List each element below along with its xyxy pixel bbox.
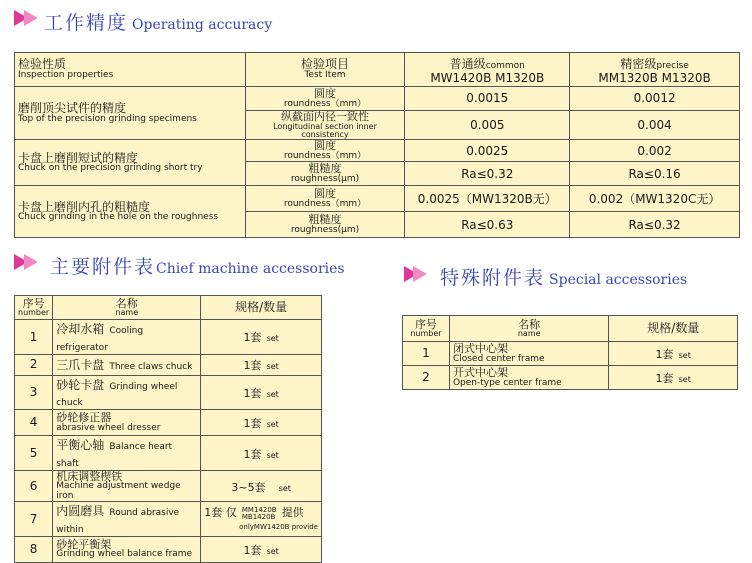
property-en: Chuck grinding in the hole on the roughness (18, 212, 219, 223)
row-name (53, 536, 201, 562)
row-spec (201, 470, 322, 501)
precise-value: Ra≤0.32 (570, 212, 740, 238)
row-number: 2 (15, 354, 53, 375)
row-name (53, 354, 201, 375)
row-spec (201, 436, 322, 471)
accuracy-title (44, 8, 272, 35)
special-title (440, 263, 687, 290)
section-arrow-icon (413, 266, 427, 282)
header-c4-zh: 精密级 (620, 56, 657, 71)
name-zh: 机床调整楔铁 (56, 469, 123, 483)
common-value: Ra≤0.63 (405, 212, 570, 238)
name-en: Balance heart shaft (56, 442, 173, 469)
header-precise (570, 53, 740, 87)
name-en: Round abrasive within (56, 508, 180, 535)
test-item (245, 111, 405, 140)
header-name-en: name (517, 329, 541, 339)
row-spec (201, 536, 322, 562)
header-no-zh: 序号 (414, 317, 437, 331)
section-arrow-icon (24, 254, 38, 270)
row-spec (201, 410, 322, 436)
test-item-zh: 纵截面内径一致性 (280, 110, 369, 123)
qty: 1套 (243, 447, 262, 461)
row-number: 1 (15, 320, 53, 355)
common-value: 0.0015 (405, 87, 570, 111)
table-row (15, 502, 322, 537)
model-1: MM1420B (241, 506, 277, 515)
qty: 1套 (243, 359, 262, 373)
header-name (53, 296, 201, 320)
row-name (53, 375, 201, 410)
header-no-en: number (410, 329, 442, 339)
row-name (449, 342, 608, 366)
header-spec: 规格/数量 (201, 296, 322, 320)
row-number: 5 (15, 436, 53, 471)
name-zh: 冷却水箱 (56, 322, 105, 336)
header-c2-zh: 检验项目 (300, 57, 349, 72)
table-row (15, 354, 322, 375)
test-item (245, 87, 405, 111)
test-item-en: Longitudinal section inner consistency (273, 121, 377, 139)
table-row (15, 470, 322, 501)
qty: 1套 (655, 348, 674, 362)
table-row (403, 342, 738, 366)
row-name (53, 470, 201, 501)
accuracy-table (14, 52, 740, 238)
table-row (15, 186, 740, 212)
unit: set (266, 546, 279, 556)
property-en: Chuck on the precision grinding short try (18, 163, 203, 174)
test-item-zh: 圆度 (313, 187, 336, 201)
header-c3-en: common (485, 60, 525, 71)
common-value: 0.0025 (405, 140, 570, 162)
row-number: 8 (15, 536, 53, 562)
name-zh: 内圆磨具 (56, 504, 105, 519)
qty: 1套 (243, 543, 262, 557)
test-item-en: roughness(μm) (290, 224, 360, 235)
test-item (245, 162, 405, 186)
chief-title-zh: 主要附件表 (50, 256, 156, 278)
name-zh: 闭式中心架 (452, 342, 508, 355)
row-number: 3 (15, 375, 53, 410)
header-inspection-properties (15, 53, 246, 87)
special-title-zh: 特殊附件表 (440, 267, 546, 289)
row-name (53, 502, 201, 537)
test-item-en: roughness(μm) (290, 173, 360, 184)
header-name-en: name (115, 308, 139, 318)
table-row (15, 87, 740, 111)
name-en: Cooling refrigerator (56, 326, 144, 353)
name-zh: 开式中心架 (452, 366, 508, 379)
qty: 1套 (243, 417, 262, 431)
name-en: Machine adjustment wedge iron (56, 481, 181, 501)
table-row (15, 375, 322, 410)
header-name-zh: 名称 (518, 317, 541, 331)
row-number: 2 (403, 366, 450, 390)
header-name-zh: 名称 (115, 296, 138, 310)
test-item-en: roundness（mm） (283, 98, 367, 109)
row-spec (201, 502, 322, 537)
name-en: Three claws chuck (109, 362, 193, 373)
row-spec (609, 342, 738, 366)
unit: set (678, 375, 691, 385)
accuracy-title-zh: 工作精度 (44, 12, 129, 34)
header-no-zh: 序号 (22, 296, 45, 310)
test-item-zh: 圆度 (313, 139, 336, 153)
test-item (245, 186, 405, 212)
precise-value: 0.002（MW1320C无） (570, 186, 740, 212)
special-table (402, 315, 738, 390)
header-test-item (245, 53, 405, 87)
inspection-property (15, 140, 246, 186)
qty: 1套 (243, 386, 262, 400)
header-c4-en: precise (656, 60, 689, 71)
precise-value: 0.0012 (570, 87, 740, 111)
test-item-zh: 圆度 (313, 87, 336, 100)
test-item (245, 212, 405, 238)
name-en: Grinding wheel chuck (56, 381, 178, 409)
row-spec (201, 320, 322, 355)
row-number: 4 (15, 410, 53, 436)
unit: set (266, 362, 279, 372)
special-header-row (403, 316, 738, 342)
header-c3-models: MW1420B M1320B (430, 70, 545, 85)
property-zh: 卡盘上磨削内孔的粗糙度 (18, 199, 151, 214)
name-en: Open-type center frame (452, 377, 562, 388)
row-spec (201, 375, 322, 410)
name-zh: 砂轮平衡架 (56, 537, 112, 551)
special-title-en: Special accessories (549, 272, 688, 288)
name-zh: 平衡心轴 (56, 438, 105, 453)
name-en: Grinding wheel balance frame (56, 549, 193, 560)
row-name (53, 320, 201, 355)
table-row (15, 320, 322, 355)
row-spec (201, 354, 322, 375)
chief-header-row (15, 296, 322, 320)
unit: set (266, 389, 279, 399)
name-zh: 砂轮修正器 (56, 411, 112, 425)
header-c1-zh: 检验性质 (18, 57, 67, 72)
test-item (245, 140, 405, 162)
accuracy-title-en: Operating accuracy (132, 17, 273, 33)
model-2: MB1420B (241, 512, 276, 521)
qty: 1套 (243, 331, 262, 345)
provide-zh: 提供 (281, 506, 304, 520)
precise-value: 0.002 (570, 140, 740, 162)
chief-title-en: Chief machine accessories (156, 261, 345, 277)
name-en: Closed center frame (452, 353, 545, 364)
table-row (15, 140, 740, 162)
name-zh: 砂轮卡盘 (56, 377, 105, 392)
row-name (449, 366, 608, 390)
row-number: 7 (15, 502, 53, 537)
chief-title (50, 252, 345, 279)
unit: set (266, 450, 279, 460)
qty: 3~5套 (231, 480, 266, 494)
table-row (15, 410, 322, 436)
header-c3-zh: 普通级 (449, 56, 486, 71)
header-no-en: number (18, 308, 50, 318)
header-number (403, 316, 450, 342)
inspection-property (15, 87, 246, 140)
section-arrow-icon (24, 10, 38, 26)
qty: 1套 (655, 372, 674, 386)
precise-value: 0.004 (570, 111, 740, 140)
row-spec (609, 366, 738, 390)
unit: set (266, 334, 279, 344)
common-value: 0.0025（MW1320B无） (405, 186, 570, 212)
name-zh: 三爪卡盘 (56, 358, 105, 373)
header-c1-en: Inspection properties (18, 70, 114, 81)
provide-en: onlyMW1420B provide (239, 523, 318, 532)
header-c4-models: MM1320B M1320B (598, 70, 711, 85)
row-name (53, 436, 201, 471)
row-name (53, 410, 201, 436)
header-spec: 规格/数量 (609, 316, 738, 342)
unit: set (266, 420, 279, 430)
accuracy-header-row (15, 53, 740, 87)
qty: 1套 仅 (204, 506, 237, 520)
test-item-en: roundness（mm） (283, 198, 367, 209)
common-value: 0.005 (405, 111, 570, 140)
header-number (15, 296, 53, 320)
table-row (15, 436, 322, 471)
unit: set (278, 483, 291, 493)
row-number: 1 (403, 342, 450, 366)
common-value: Ra≤0.32 (405, 162, 570, 186)
header-common (405, 53, 570, 87)
property-zh: 磨削顶尖试件的精度 (18, 101, 127, 116)
property-en: Top of the precision grinding specimens (18, 113, 197, 124)
test-item-zh: 粗糙度 (308, 213, 342, 227)
test-item-en: roundness（mm） (283, 150, 367, 161)
table-row (15, 536, 322, 562)
name-en: abrasive wheel dresser (56, 422, 161, 433)
test-item-zh: 粗糙度 (308, 162, 342, 176)
inspection-property (15, 186, 246, 238)
row-number: 6 (15, 470, 53, 501)
property-zh: 卡盘上磨削短试的精度 (18, 150, 139, 165)
precise-value: Ra≤0.16 (570, 162, 740, 186)
table-row (403, 366, 738, 390)
unit: set (678, 351, 691, 361)
header-c2-en: Test Item (304, 70, 346, 81)
header-name (449, 316, 608, 342)
chief-table (14, 295, 322, 563)
